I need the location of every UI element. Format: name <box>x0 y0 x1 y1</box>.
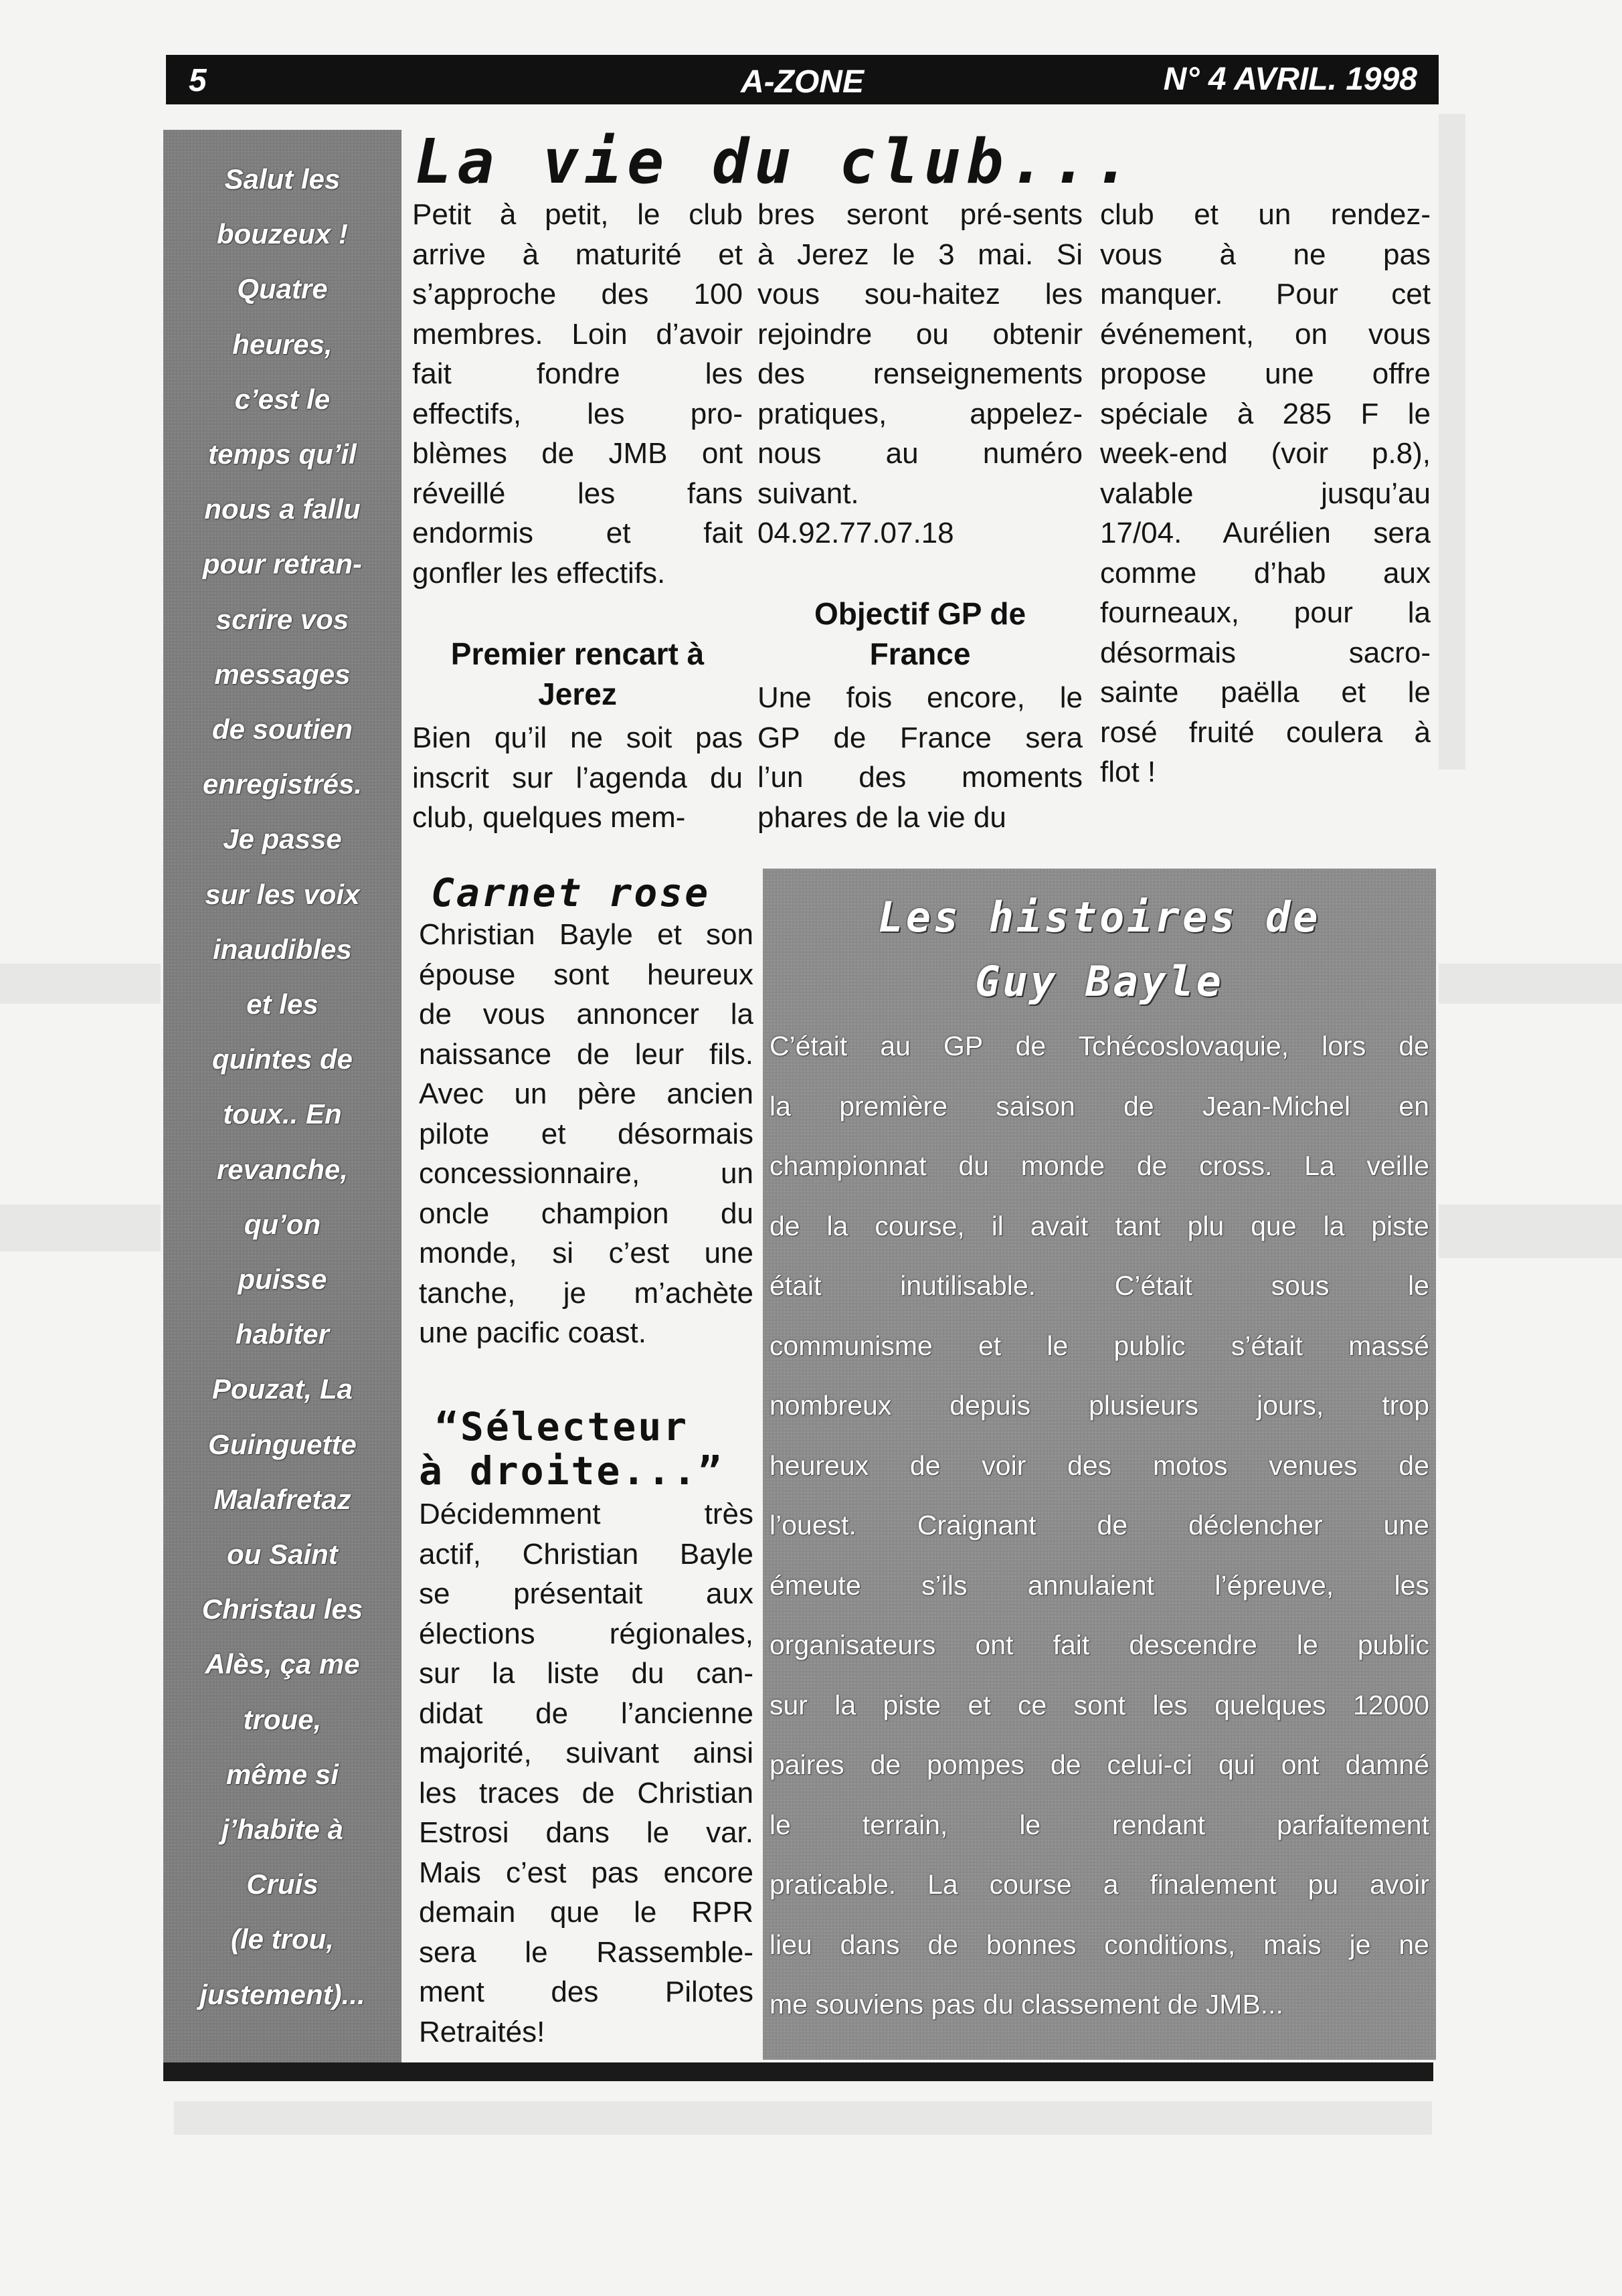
bleed-through-strip <box>0 1205 161 1251</box>
col2-subhead: France <box>869 636 971 671</box>
col3-line: week-end (voir p.8), <box>1100 437 1431 470</box>
col1-line: membres. Loin d’avoir <box>412 317 743 351</box>
sidebar-line: nous a fallu <box>204 493 361 525</box>
col1-line: gonfler les effectifs. <box>412 556 666 590</box>
col3-line: événement, on vous <box>1100 317 1431 351</box>
sidebar-line: Malafretaz <box>213 1483 351 1515</box>
magazine-title: A-ZONE <box>741 64 864 100</box>
page-header-bar <box>166 55 1439 104</box>
story-line: organisateurs ont fait descendre le public <box>770 1629 1429 1660</box>
page-number: 5 <box>189 63 207 98</box>
page-footer-bar <box>163 2062 1433 2081</box>
story-line: de la course, il avait tant plu que la piste <box>770 1210 1429 1241</box>
col2-line: nous au numéro <box>757 437 1083 470</box>
carnet-line: oncle champion du <box>419 1197 753 1230</box>
sidebar-line: c’est le <box>234 383 331 415</box>
sidebar-line: bouzeux ! <box>217 218 348 250</box>
selecteur-line: actif, Christian Bayle <box>419 1537 753 1571</box>
col2-line: l’un des moments <box>757 761 1083 794</box>
story-line: paires de pompes de celui-ci qui ont damné <box>770 1749 1429 1780</box>
col3-line: vous à ne pas <box>1100 238 1431 271</box>
col1-line: fait fondre les <box>412 357 743 390</box>
carnet-line: monde, si c’est une <box>419 1237 753 1269</box>
selecteur-line: Décidemment très <box>419 1498 753 1530</box>
col2-line: phares de la vie du <box>757 800 1006 834</box>
sidebar-line: Alès, ça me <box>205 1648 360 1680</box>
col2-line: rejoindre ou obtenir <box>757 317 1083 351</box>
sidebar-line: de soutien <box>211 713 353 745</box>
selecteur-line: sur la liste du can- <box>419 1657 753 1690</box>
col2-line: Une fois encore, le <box>757 681 1083 714</box>
col3-line: rosé fruité coulera à <box>1100 715 1431 749</box>
carnet-line: de vous annoncer la <box>419 998 753 1031</box>
sidebar-line: Cruis <box>246 1868 319 1901</box>
sidebar-line: même si <box>226 1758 339 1790</box>
sidebar-line: messages <box>214 658 351 690</box>
col1-line: blèmes de JMB ont <box>412 437 743 470</box>
sidebar-line: (le trou, <box>231 1923 334 1955</box>
sidebar-line: troue, <box>243 1703 322 1735</box>
story-line: praticable. La course a finalement pu avoir <box>770 1869 1429 1900</box>
col3-line: 17/04. Aurélien sera <box>1100 517 1431 549</box>
carnet-line: concessionnaire, un <box>419 1157 753 1190</box>
col1-line: réveillé les fans <box>412 476 743 510</box>
sidebar-line: inaudibles <box>213 933 352 965</box>
story-title-line1: Les histoires de <box>878 893 1321 942</box>
col2-line: bres seront pré-sents <box>757 198 1083 231</box>
sidebar-line: justement)... <box>199 1978 365 2010</box>
col3-line: propose une offre <box>1100 357 1431 390</box>
bleed-through-strip <box>0 964 161 1004</box>
carnet-line: une pacific coast. <box>419 1316 646 1349</box>
sidebar-line: temps qu’il <box>208 438 357 470</box>
col2-line: 04.92.77.07.18 <box>757 517 954 549</box>
sidebar-line: et les <box>246 988 319 1020</box>
story-line: championnat du monde de cross. La veille <box>770 1150 1429 1181</box>
selecteur-line: Retraités! <box>419 2015 545 2048</box>
story-line: me souviens pas du classement de JMB... <box>770 1989 1283 2020</box>
bleed-through-strip <box>1439 964 1622 1004</box>
col3-line: désormais sacro- <box>1100 636 1431 669</box>
col2-line: vous sou-haitez les <box>757 278 1083 311</box>
col3-line: sainte paëlla et le <box>1100 676 1431 709</box>
carnet-line: Avec un père ancien <box>419 1077 753 1110</box>
col1-line: Bien qu’il ne soit pas <box>412 721 743 754</box>
sidebar-line: sur les voix <box>205 878 360 910</box>
sidebar-line: j’habite à <box>221 1814 344 1845</box>
col2-line: à Jerez le 3 mai. Si <box>757 238 1083 271</box>
col3-line: fourneaux, pour la <box>1100 596 1431 629</box>
story-line: la première saison de Jean-Michel en <box>770 1090 1429 1122</box>
col3-line: valable jusqu’au <box>1100 476 1431 510</box>
sidebar-line: qu’on <box>244 1208 321 1240</box>
bleed-through-strip <box>1439 1205 1622 1258</box>
selecteur-heading-line2: à droite...” <box>419 1448 724 1494</box>
col1-line: s’approche des 100 <box>412 278 743 311</box>
sidebar-line: toux.. En <box>223 1098 342 1130</box>
col1-subhead: Premier rencart à <box>450 636 705 671</box>
carnet-line: épouse sont heureux <box>419 958 753 991</box>
col1-line: effectifs, les pro- <box>412 397 743 430</box>
col1-line: endormis et fait <box>412 517 743 549</box>
sidebar-line: Je passe <box>223 823 342 855</box>
selecteur-line: Mais c’est pas encore <box>419 1856 753 1889</box>
col3-line: spéciale à 285 F le <box>1100 397 1431 430</box>
story-line: sur la piste et ce sont les quelques 12000 <box>770 1689 1429 1720</box>
sidebar-line: quintes de <box>211 1043 353 1075</box>
sidebar-line: enregistrés. <box>202 768 363 800</box>
story-line: le terrain, le rendant parfaitement <box>770 1809 1429 1840</box>
col3-line: comme d’hab aux <box>1100 556 1431 590</box>
col2-line: GP de France sera <box>757 721 1083 754</box>
col3-line: club et un rendez- <box>1100 198 1431 231</box>
story-line: heureux de voir des motos venues de <box>770 1449 1429 1481</box>
col2-line: des renseignements <box>757 357 1083 390</box>
story-line: C’était au GP de Tchécoslovaquie, lors de <box>770 1031 1429 1061</box>
col1-line: Petit à petit, le club <box>412 198 743 231</box>
col2-line: suivant. <box>757 476 859 510</box>
selecteur-heading-line1: “Sélecteur <box>435 1404 689 1449</box>
sidebar-line: pour retran- <box>202 548 362 580</box>
carnet-line: Christian Bayle et son <box>419 918 753 951</box>
sidebar-line: Pouzat, La <box>211 1373 353 1405</box>
bleed-through-strip <box>1439 114 1465 770</box>
sidebar-line: ou Saint <box>227 1538 338 1570</box>
col3-line: manquer. Pour cet <box>1100 278 1431 311</box>
col3-line: flot ! <box>1100 756 1156 788</box>
story-line: nombreux depuis plusieurs jours, trop <box>770 1390 1429 1421</box>
story-line: était inutilisable. C’était sous le <box>770 1270 1429 1301</box>
sidebar-message <box>163 130 401 2062</box>
sidebar-line: Salut les <box>224 163 341 195</box>
sidebar-line: Guinguette <box>208 1428 357 1460</box>
sidebar-line: habiter <box>235 1318 330 1350</box>
col2-subhead: Objectif GP de <box>814 596 1026 631</box>
sidebar-line: heures, <box>232 328 333 360</box>
story-line: l’ouest. Craignant de déclencher une <box>770 1510 1429 1540</box>
col1-line: club, quelques mem- <box>412 801 686 834</box>
sidebar-line: revanche, <box>216 1153 349 1185</box>
carnet-rose-heading: Carnet rose <box>431 870 711 915</box>
story-title-line2: Guy Bayle <box>975 957 1224 1006</box>
selecteur-line: Estrosi dans le var. <box>419 1816 753 1849</box>
sidebar-line: scrire vos <box>215 603 349 635</box>
col1-line: inscrit sur l’agenda du <box>412 761 743 794</box>
col2-line: pratiques, appelez- <box>757 397 1083 430</box>
selecteur-line: les traces de Christian <box>419 1776 753 1809</box>
col1-subhead: Jerez <box>538 677 617 711</box>
story-line: émeute s’ils annulaient l’épreuve, les <box>770 1569 1429 1601</box>
issue-date: N° 4 AVRIL. 1998 <box>1163 62 1417 97</box>
sidebar-line: Quatre <box>237 273 328 305</box>
carnet-line: pilote et désormais <box>419 1117 753 1150</box>
selecteur-line: majorité, suivant ainsi <box>419 1737 753 1769</box>
carnet-line: naissance de leur fils. <box>419 1037 753 1071</box>
col1-line: arrive à maturité et <box>412 238 743 271</box>
guy-bayle-story-box <box>763 869 1436 2060</box>
selecteur-line: se présentait aux <box>419 1577 753 1610</box>
sidebar-line: puisse <box>238 1263 327 1295</box>
selecteur-line: sera le Rassemble- <box>419 1935 753 1969</box>
story-line: communisme et le public s’était massé <box>770 1330 1429 1361</box>
selecteur-line: ment des Pilotes <box>419 1975 753 2008</box>
selecteur-line: demain que le RPR <box>419 1896 753 1929</box>
carnet-line: tanche, je m’achète <box>419 1276 753 1310</box>
sidebar-line: Christau les <box>201 1593 363 1625</box>
selecteur-line: élections régionales, <box>419 1617 753 1650</box>
story-line: lieu dans de bonnes conditions, mais je ne <box>770 1929 1429 1960</box>
article-title: La vie du club... <box>415 126 1136 197</box>
bleed-through-strip <box>174 2101 1432 2135</box>
selecteur-line: didat de l’ancienne <box>419 1696 753 1730</box>
